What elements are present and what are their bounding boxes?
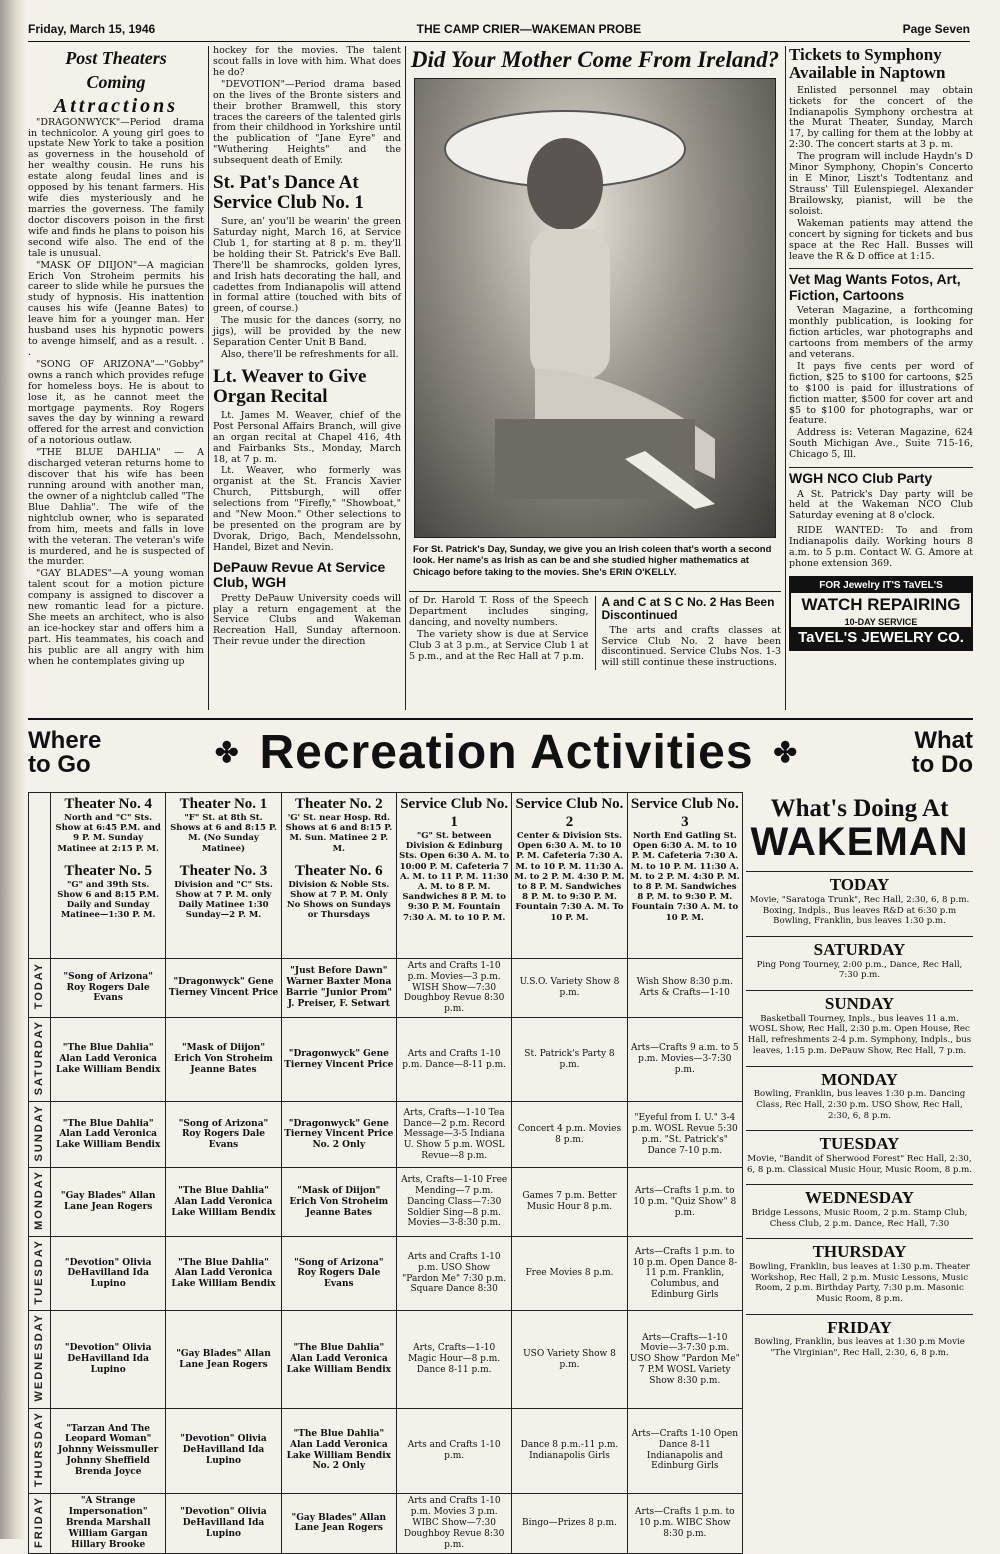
headline-organ-recital: Lt. Weaver to Give Organ Recital	[213, 366, 367, 407]
banner-what: What	[914, 727, 973, 754]
venue-header	[627, 793, 742, 959]
article-paragraph: Also, there'll be refreshments for all.	[221, 349, 399, 361]
column-theaters	[28, 46, 204, 710]
article-paragraph: The music for the dances (sorry, no jigs), will be provided by the new Separation Center Unit B Band.	[213, 315, 401, 349]
schedule-cell: "Eyeful from I. U." 3-4 p.m. WOSL Revue 5:30 p.m. "St. Patrick's" Dance 7-10 p.m.	[627, 1102, 742, 1168]
schedule-cell: Arts and Crafts 1-10 p.m. Movies—3 p.m. WISH Show—7:30 Doughboy Revue 8:30 p.m.	[396, 959, 511, 1018]
whats-doing-day-heading: FRIDAY	[746, 1314, 973, 1338]
whats-doing-events: Bridge Lessons, Music Room, 2 p.m. Stamp Club, Chess Club, 2 p.m. Dance, Rec Hall, 7:30	[751, 1207, 968, 1229]
header-date: Friday, March 15, 1946	[28, 21, 156, 36]
schedule-cell: Arts and Crafts 1-10 p.m. Dance—8-11 p.m.	[396, 1017, 511, 1101]
article-paragraph: Lt. Weaver, who formerly was organist at the St. Francis Xavier Church, Pittsburgh, will offer selections from "Firefly," "Showboat," and "New Moon." Other selections to be presented on the program are by Dvorak, Drigo, Bach, Mendelssohn, Handel, Bizet and Nevin.	[213, 465, 401, 553]
schedule-cell: "Devotion" Olivia DeHavilland Ida Lupino	[166, 1408, 281, 1493]
schedule-cell: Dance 8 p.m.-11 p.m. Indianapolis Girls	[512, 1408, 627, 1493]
whats-doing-day-heading: THURSDAY	[746, 1238, 973, 1262]
headline-a-and-c: A and C at S C No. 2 Has Been Discontinued	[601, 595, 775, 623]
table-row	[29, 1237, 743, 1311]
day-label: SUNDAY	[32, 1104, 45, 1162]
whats-doing-panel	[746, 792, 973, 1527]
day-label-cell	[29, 1102, 51, 1168]
day-header-cell	[29, 793, 51, 959]
article-paragraph: A St. Patrick's Day party will be held at the Wakeman NCO Club Saturday evening at 8 o'clock.	[789, 488, 973, 522]
schedule-cell: "The Blue Dahlia" Alan Ladd Veronica Lake William Bendix	[51, 1102, 166, 1168]
column-rule	[785, 46, 786, 710]
schedule-cell: "Song of Arizona" Roy Rogers Dale Evans	[166, 1102, 281, 1168]
article-paragraph: "DRAGONWYCK"—Period drama in technicolor. A young girl goes to upstate New York to take a position as governess in the household of her wealthy cousin. He runs his estate along feudal lines and is opposed by his tenant farmers. His wife dies mysteriously and he marries the governess. The family doctor discovers poison in the first wife and finds he plans to poison his second wife also. The end of the tale is unusual.	[28, 116, 204, 259]
headline-nco-party: WGH NCO Club Party	[789, 467, 973, 486]
schedule-cell: Games 7 p.m. Better Music Hour 8 p.m.	[512, 1168, 627, 1237]
theaters-title-3: Attractions	[53, 94, 179, 117]
schedule-cell: "The Blue Dahlia" Alan Ladd Veronica Lake William Bendix	[281, 1311, 396, 1408]
table-row	[29, 1017, 743, 1101]
article-paragraph: Pretty DePauw University coeds will play a return engagement at the Service Clubs and Wakeman Recreation Hall, Sunday afternoon. Their revue under the direction	[213, 592, 401, 648]
schedule-cell: "Gay Blades" Allan Lane Jean Rogers	[281, 1493, 396, 1554]
venue-name: Service Club No. 1	[400, 796, 509, 830]
venue-name: Theater No. 6	[295, 862, 383, 879]
schedule-cell: Arts and Crafts 1-10 p.m. USO Show "Pardon Me" 7:30 p.m. Square Dance 8:30	[396, 1237, 511, 1311]
banner-title-group	[215, 725, 798, 780]
whats-doing-wakeman: WAKEMAN	[750, 820, 969, 865]
day-label: SATURDAY	[32, 1019, 45, 1096]
article-paragraph: "MASK OF DIIJON"—A magician Erich Von Stroheim permits his career to slide while he pursues the study of hypnosis. His inattention causes his wife (Jeanne Bates) to leave him for a younger man. Her husband uses his hypnotic powers to avenge himself, and as a result. . .	[28, 259, 204, 358]
photo-caption: For St. Patrick's Day, Sunday, we give you an Irish coleen that's worth a second look. Her name's as Irish as can be and she studied higher mathematics at Chicago before taking to the movies. She's ERIN O'KELLY.	[413, 543, 772, 579]
article-paragraph: "GAY BLADES"—A young woman talent scout for a motion picture company is assigned to discover a new romantic lead for a picture. She meets an architect, who is also an ice-hockey star and offers him a part. His teammates, his coach and his public are all angry with him when he contemplates giving up	[28, 568, 204, 667]
article-paragraph: It pays five cents per word of fiction, $25 to $100 for cartoons, $25 to $100 is paid for illustrations of fiction matter, $500 for cover art and $5 to $100 for photographs, war or feature.	[789, 360, 973, 427]
article-paragraph: Wakeman patients may attend the concert by signing for tickets and bus space at the Rec Hall. Busses will leave the R & D office at 1:15.	[789, 217, 973, 262]
schedule-cell: "Dragonwyck" Gene Tierney Vincent Price	[281, 1017, 396, 1101]
whats-doing-events: Movie, "Bandit of Sherwood Forest" Rec Hall, 2:30, 6, 8 p.m. Classical Music Hour, Music Room, 8 p.m.	[746, 1153, 973, 1175]
whats-doing-day-heading: SATURDAY	[746, 936, 973, 960]
schedule-cell: "Mask of Diijon" Erich Von Stroheim Jeanne Bates	[281, 1168, 396, 1237]
day-label-cell	[29, 1493, 51, 1554]
whats-doing-title: What's Doing At	[770, 795, 949, 822]
venue-info: Division & Noble Sts. Show at 7 P. M. Only No Shows on Sundays or Thursdays	[286, 879, 391, 921]
whats-doing-events: Bowling, Franklin, bus leaves 1:30 p.m. Dancing Class, Rec Hall, 2:30 p.m. USO Show, Rec Hall, 2:30, 6, 8 p.m.	[753, 1089, 966, 1121]
ornament-icon: ✤	[773, 736, 799, 768]
schedule-cell: "Song of Arizona" Roy Rogers Dale Evans	[51, 959, 166, 1018]
whats-doing-day-heading: SUNDAY	[746, 990, 973, 1014]
schedule-cell: Arts, Crafts—1-10 Free Mending—7 p.m. Dancing Class—7:30 Soldier Sing—8 p.m. Movies—3-8:30 p.m.	[396, 1168, 511, 1237]
article-paragraph: Lt. James M. Weaver, chief of the Post Personal Affairs Branch, will give an organ recital at Chapel 416, 4th and Fairbanks Sts., Monday, March 18, at 7 p. m.	[213, 409, 401, 465]
article-paragraph: Enlisted personnel may obtain tickets for the concert of the Indianapolis Symphony orchestra at the Murat Theater, Sunday, March 17, by calling for them at the lobby at 2:30. The concert starts at 3 p. m.	[789, 84, 973, 151]
article-paragraph: Address is: Veteran Magazine, 624 South Michigan Ave., Suite 715-16, Chicago 5, Ill.	[789, 427, 973, 461]
whats-doing-day-heading: WEDNESDAY	[746, 1184, 973, 1208]
whats-doing-events: Ping Pong Tourney, 2:00 p.m., Dance, Rec Hall, 7:30 p.m.	[756, 959, 963, 981]
article-paragraph: "SONG OF ARIZONA"—"Gobby" owns a ranch which provides refuge for homeless boys. He is about to lose it, as he cannot meet the mortgage payments. Roy Rogers saves the day by winning a reward offered for the arrest and conviction of a notorious outlaw.	[28, 358, 204, 447]
headline-vet-mag: Vet Mag Wants Fotos, Art, Fiction, Cartoons	[789, 268, 973, 303]
column-photo	[409, 46, 781, 710]
whats-doing-events: Bowling, Franklin, bus leaves at 1:30 p.m Movie "The Virginian", Rec Hall, 2:30, 6, 8 p.m.	[754, 1337, 965, 1359]
article-paragraph: The variety show is due at Service Club 3 at 3 p.m., at Service Club 1 at 5 p.m., and at the Rec Hall at 7 p.m.	[409, 628, 589, 662]
schedule-cell: Arts—Crafts 1 p.m. to 10 p.m. "Quiz Show" 8 p.m.	[627, 1168, 742, 1237]
schedule-cell: Arts—Crafts—1-10 Movie—3-7:30 p.m. USO Show "Pardon Me" 7 P.M WOSL Variety Show 8:30 p.m.	[627, 1311, 742, 1408]
day-label: TUESDAY	[32, 1239, 45, 1305]
venue-name: Service Club No. 3	[630, 796, 739, 830]
table-row	[29, 1102, 743, 1168]
day-label-cell	[29, 1311, 51, 1408]
whats-doing-day-heading: TUESDAY	[746, 1130, 973, 1154]
whats-doing-day-heading: TODAY	[746, 871, 973, 895]
schedule-cell: Arts, Crafts—1-10 Magic Hour—8 p.m. Dance 8-11 p.m.	[396, 1311, 511, 1408]
schedule-cell: Bingo—Prizes 8 p.m.	[512, 1493, 627, 1554]
venue-name: Theater No. 5	[64, 862, 152, 879]
tavels-advertisement	[789, 576, 973, 651]
schedule-cell: "Devotion" Olivia DeHavilland Ida Lupino	[166, 1493, 281, 1554]
venue-info: Division and "C" Sts. Show at 7 P. M. only Daily Matinee 1:30 Sunday—2 P. M.	[174, 879, 273, 921]
day-label: FRIDAY	[32, 1495, 45, 1548]
article-paragraph: Sure, an' you'll be wearin' the green Saturday night, March 16, at Service Club 1, for starting at 8 p. m. they'll be holding their St. Patrick's Eve Ball. There'll be shamrocks, golden lyres, and Irish hats decorating the hall, and cadettes from Indianapolis will attend in formal attire (touched with bits of green, of course.)	[213, 216, 401, 315]
schedule-table	[28, 792, 743, 1554]
schedule-cell: "Gay Blades" Allan Lane Jean Rogers	[166, 1311, 281, 1408]
article-paragraph: RIDE WANTED: To and from Indianapolis daily. Working hours 8 a.m. to 5 p.m. Contact W. G. Amore at phone extension 369.	[789, 525, 973, 570]
headline-st-pats-dance: St. Pat's Dance At Service Club No. 1	[213, 172, 364, 214]
venue-info: "G" and 39th Sts. Show 6 and 8:15 P.M. Daily and Sunday Matinee—1:30 P. M.	[57, 879, 160, 921]
theaters-title-2: Coming	[86, 72, 146, 93]
schedule-cell: "The Blue Dahlia" Alan Ladd Veronica Lake William Bendix No. 2 Only	[281, 1408, 396, 1493]
table-row	[29, 1408, 743, 1493]
schedule-cell: "Dragonwyck" Gene Tierney Vincent Price	[166, 959, 281, 1018]
day-label: TODAY	[32, 962, 45, 1010]
venue-info: 'G' St. near Hosp. Rd. Shows at 6 and 8:15 P. M. Sun. Matinee 2 P. M.	[285, 813, 393, 854]
whats-doing-events: Movie, "Saratoga Trunk", Rec Hall, 2:30, 6, 8 p.m. Boxing, Indpls., Bus leaves R&D at 6:30 p.m Bowling, Franklin, bus leaves 1:30 p.m.	[749, 894, 970, 927]
ad-line-4: TaVEL'S JEWELRY CO.	[798, 629, 964, 647]
schedule-header-row	[29, 793, 743, 959]
table-row	[29, 959, 743, 1018]
venue-header	[166, 793, 281, 959]
day-label-cell	[29, 1168, 51, 1237]
column-rule	[208, 46, 209, 710]
schedule-cell: U.S.O. Variety Show 8 p.m.	[512, 959, 627, 1018]
schedule-cell: "The Blue Dahlia" Alan Ladd Veronica Lake William Bendix	[166, 1168, 281, 1237]
schedule-cell: Free Movies 8 p.m.	[512, 1237, 627, 1311]
theaters-title-1: Post Theaters	[65, 48, 167, 68]
banner-where: Where	[28, 727, 102, 754]
schedule-cell: "Song of Arizona" Roy Rogers Dale Evans	[281, 1237, 396, 1311]
page-header	[28, 18, 970, 42]
schedule-cell: Arts—Crafts 1-10 Open Dance 8-11 Indianapolis and Edinburg Girls	[627, 1408, 742, 1493]
header-page-number: Page Seven	[902, 21, 970, 36]
photo-erin-okelly	[414, 78, 776, 538]
headline-symphony: Tickets to Symphony Available in Naptown	[789, 45, 946, 82]
column-events	[213, 46, 401, 710]
schedule-cell: "Gay Blades" Allan Lane Jean Rogers	[51, 1168, 166, 1237]
banner-title: Recreation Activities	[259, 726, 754, 780]
day-label-cell	[29, 1017, 51, 1101]
day-label: MONDAY	[32, 1170, 45, 1231]
day-label: WEDNESDAY	[32, 1313, 45, 1402]
schedule-cell: Arts—Crafts 9 a.m. to 5 p.m. Movies—3-7:30 p.m.	[627, 1017, 742, 1101]
venue-info: North and "C" Sts. Show at 6:45 P.M. and 9 P. M. Sunday Matinee at 2:15 P. M.	[55, 813, 161, 854]
column-rule	[405, 46, 406, 710]
venue-header	[396, 793, 511, 959]
page-edge-stain	[0, 0, 26, 1539]
table-row	[29, 1493, 743, 1554]
table-row	[29, 1311, 743, 1408]
schedule-cell: Concert 4 p.m. Movies 8 p.m.	[512, 1102, 627, 1168]
schedule-cell: "Mask of Diijon" Erich Von Stroheim Jeanne Bates	[166, 1017, 281, 1101]
venue-name: Theater No. 3	[179, 862, 268, 879]
schedule-cell: "Just Before Dawn" Warner Baxter Mona Barrie "Junior Prom" J. Preiser, F. Setwart	[281, 959, 396, 1018]
venue-info: "G" St. between Division & Edinburg Sts. Open 6:30 A. M. to 10:00 P. M. Cafeteria 7 A. M. to 11 P. M. 11:30 A. M. to 8 P. M. Sandwiches 8 P. M. to 9:30 P. M. Fountain 7:30 A. M. to 10 P. M.	[399, 831, 510, 923]
venue-header	[512, 793, 627, 959]
whats-doing-day-heading: MONDAY	[746, 1066, 973, 1090]
venue-name: Theater No. 1	[179, 796, 268, 812]
article-paragraph: The arts and crafts classes at Service Club No. 2 have been discontinued. Service Clubs Nos. 1-3 will still continue these instructions.	[601, 624, 781, 669]
article-paragraph: "DEVOTION"—Period drama based on the lives of the Bronte sisters and their brother Bramwell, this story traces the careers of the talented girls from their childhood in Yorkshire until the publication of "Jane Eyre" and "Wuthering Heights" and the subsequent death of Emily.	[213, 78, 401, 167]
recreation-banner	[28, 718, 973, 786]
day-label-cell	[29, 1237, 51, 1311]
schedule-cell: Arts and Crafts 1-10 p.m.	[396, 1408, 511, 1493]
ad-line-2: WATCH REPAIRING	[791, 593, 971, 617]
article-paragraph: Veteran Magazine, a forthcoming monthly publication, is looking for fiction articles, war photographs and cartoons from members of the army and veterans.	[789, 305, 973, 360]
column-notices	[789, 46, 973, 710]
ad-line-1: FOR Jewelry IT'S TaVEL'S	[819, 579, 943, 591]
banner-left	[28, 729, 101, 777]
banner-right	[912, 729, 973, 777]
schedule-cell: "A Strange Impersonation" Brenda Marshall William Gargan Hillary Brooke	[51, 1493, 166, 1554]
schedule-cell: Wish Show 8:30 p.m. Arts & Crafts—1-10	[627, 959, 742, 1018]
schedule-cell: "The Blue Dahlia" Alan Ladd Veronica Lake William Bendix	[51, 1017, 166, 1101]
whats-doing-events: Bowling, Franklin, bus leaves at 1:30 p.m. Theater Workshop, Rec Hall, 2 p.m. Music Lessons, Music Room, 2 p.m. Birthday Party, 7:30 p.m. Masonic Music Room, 8 p.m.	[749, 1261, 970, 1305]
schedule-cell: Arts and Crafts 1-10 p.m. Movies 3 p.m. WIBC Show—7:30 Doughboy Revue 8:30 p.m.	[396, 1493, 511, 1554]
header-masthead: THE CAMP CRIER—WAKEMAN PROBE	[416, 21, 642, 36]
schedule-cell: "Tarzan And The Leopard Woman" Johnny Weissmuller Johnny Sheffield Brenda Joyce	[51, 1408, 166, 1493]
schedule-cell: "Devotion" Olivia DeHavilland Ida Lupino	[51, 1237, 166, 1311]
ad-line-3: 10-DAY SERVICE	[791, 617, 971, 627]
table-row	[29, 1168, 743, 1237]
venue-info: "F" St. at 8th St. Shows at 6 and 8:15 P. M. (No Sunday Matinee)	[170, 813, 277, 854]
article-paragraph: of Dr. Harold T. Ross of the Speech Department includes singing, dancing, and novelty numbers.	[409, 595, 589, 629]
banner-to-do: to Do	[911, 751, 973, 778]
banner-to-go: to Go	[28, 751, 91, 778]
schedule-cell: Arts—Crafts 1 p.m. to 10 p.m. WIBC Show 8:30 p.m.	[627, 1493, 742, 1554]
top-section	[28, 46, 973, 710]
schedule-cell: "The Blue Dahlia" Alan Ladd Veronica Lake William Bendix	[166, 1237, 281, 1311]
venue-name: Service Club No. 2	[515, 796, 624, 830]
venue-name: Theater No. 2	[295, 796, 383, 812]
day-label-cell	[29, 959, 51, 1018]
venue-info: Center & Division Sts. Open 6:30 A. M. to 10 P. M. Cafeteria 7:30 A. M. to 10 P. M. 11:30 A. M. to 2 P. M. 4:30 P. M. to 8 P. M. Sandwiches 8 P. M. to 9:30 P. M. Fountain 7:30 A. M. To 10 P. M.	[514, 831, 625, 923]
article-paragraph: hockey for the movies. The talent scout falls in love with him. What does he do?	[213, 45, 401, 78]
schedule-cell: "Devotion" Olivia DeHavilland Ida Lupino	[51, 1311, 166, 1408]
schedule-cell: Arts, Crafts—1-10 Tea Dance—2 p.m. Record Message—3-5 Indiana U. Show 5 p.m. WOSL Revue—8 p.m.	[396, 1102, 511, 1168]
day-label-cell	[29, 1408, 51, 1493]
whats-doing-days	[746, 871, 973, 1359]
venue-info: North End Gatling St. Open 6:30 A. M. to 10 P. M. Cafeteria 7:30 A. M. to 10 P. M. 11:30 A. M. to 2 P. M. 4:30 P. M. to 8 P. M. Sandwiches 8 P. M. to 9:30 P. M. Fountain 7:30 A. M. to 10 P. M.	[629, 831, 740, 923]
venue-name: Theater No. 4	[64, 796, 152, 812]
day-label: THURSDAY	[32, 1410, 45, 1487]
article-paragraph: The program will include Haydn's D Minor Symphony, Chopin's Concerto in E Minor, Liszt's Todtentanz and Strauss' Till Eulenspiegel. Alexander Brailowsky, pianist, will be the soloist.	[789, 151, 973, 217]
schedule-body	[29, 959, 743, 1554]
schedule-cell: Arts—Crafts 1 p.m. to 10 p.m. Open Dance 8-11 p.m. Franklin, Columbus, and Edinburg Girls	[627, 1237, 742, 1311]
schedule-cell: "Dragonwyck" Gene Tierney Vincent Price No. 2 Only	[281, 1102, 396, 1168]
venue-header	[51, 793, 166, 959]
venue-header	[281, 793, 396, 959]
whats-doing-events: Basketball Tourney, Inpls., bus leaves 11 a.m. WOSL Show, Rec Hall, 2:30 p.m. Open House, Rec Hall, refreshments 2-4 p.m. Symphony, Indpls., bus leaves, 1:15 p.m. DePauw Show, Rec Hall, 7 p.m.	[747, 1013, 972, 1056]
schedule-cell: St. Patrick's Party 8 p.m.	[512, 1017, 627, 1101]
article-paragraph: "THE BLUE DAHLIA" — A discharged veteran returns home to discover that his wife has been running around with another man, the owner of a nightclub called "The Blue Dahlia". The wife of the nightclub owner, who is separated from him, meets and falls in love with the veteran. The veteran's wife is murdered, and he is suspected of the murder.	[28, 447, 204, 568]
photo-headline: Did Your Mother Come From Ireland?	[410, 47, 780, 72]
ornament-icon: ✤	[215, 736, 240, 768]
headline-depauw-revue: DePauw Revue At Service Club, WGH	[213, 558, 386, 591]
schedule-cell: USO Variety Show 8 p.m.	[512, 1311, 627, 1408]
photo-figure-sketch	[415, 79, 777, 539]
